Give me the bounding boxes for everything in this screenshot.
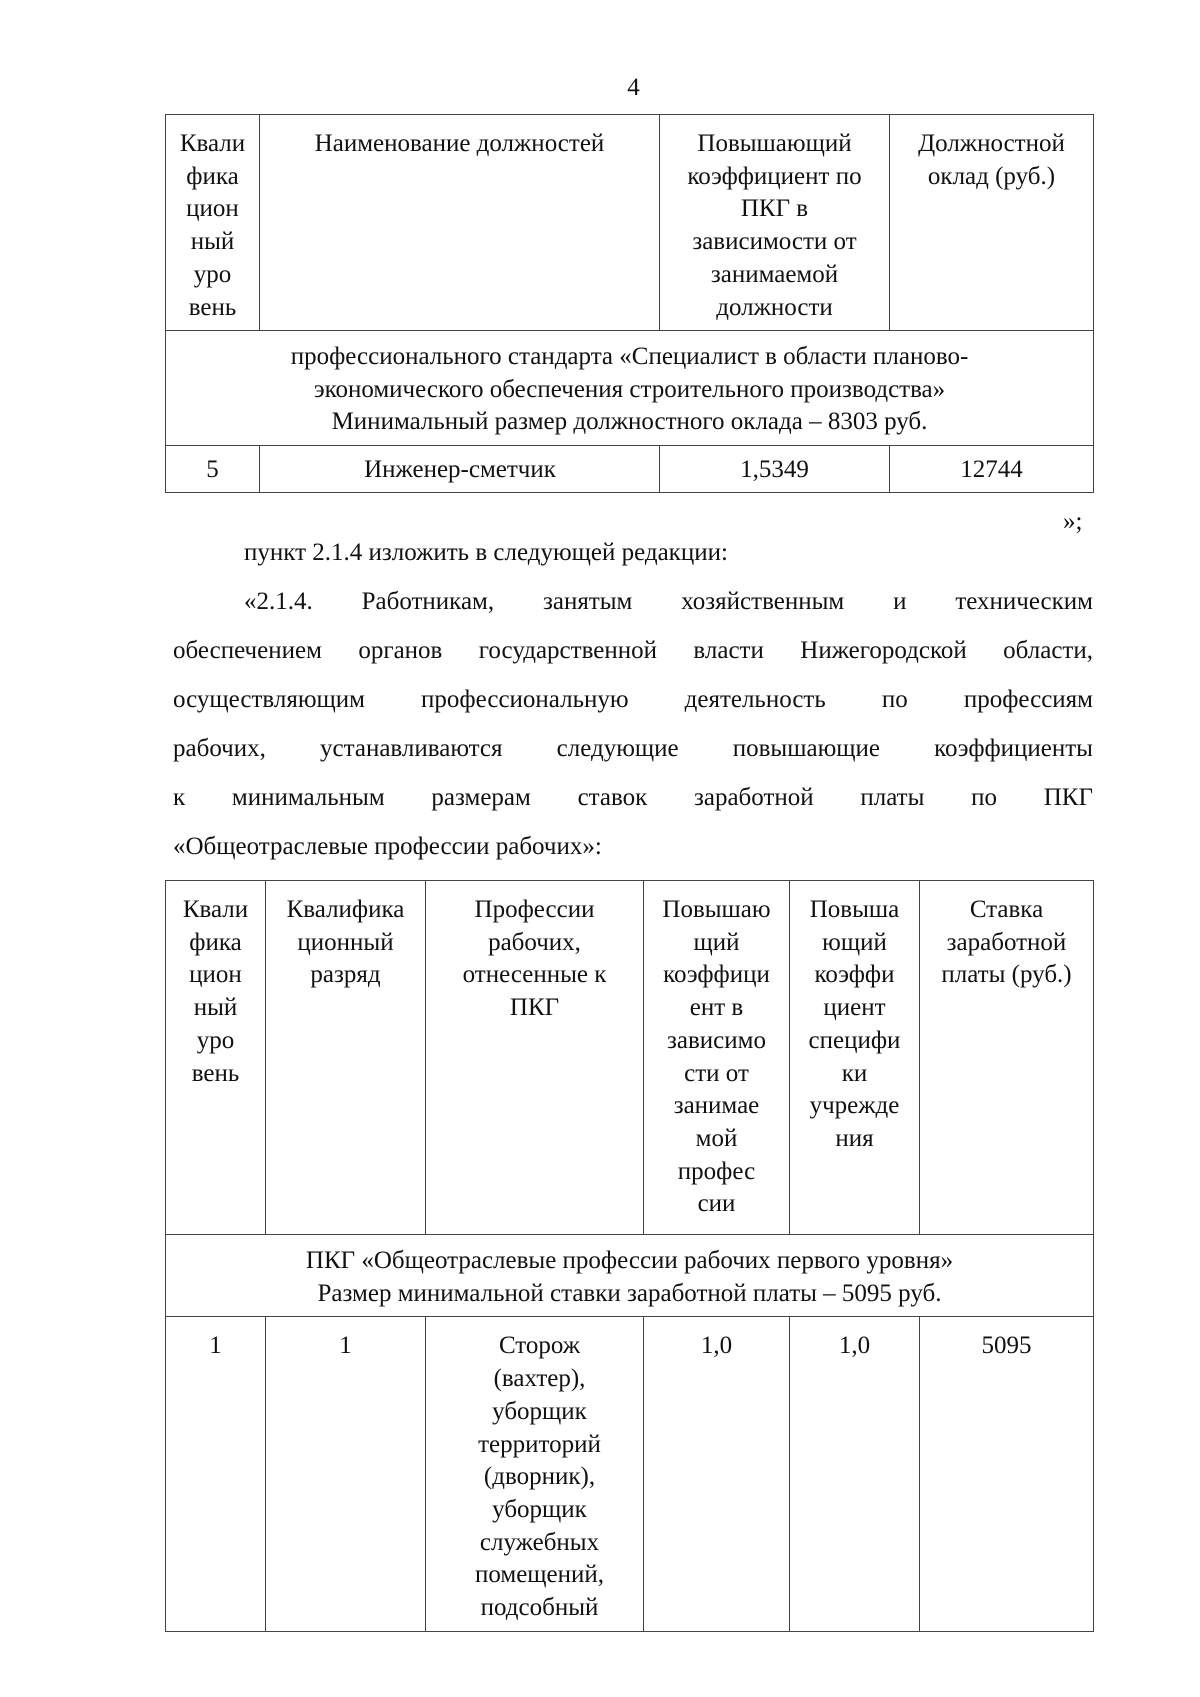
cell-level: 5 [166,446,260,493]
cell-level: 1 [166,1317,266,1632]
section-description: ПКГ «Общеотраслевые профессии рабочих первого уровня» Размер минимальной ставки заработной платы – 5095 руб. [166,1235,1094,1317]
header-professions: Профессии рабочих, отнесенные к ПКГ [426,881,644,1235]
section-row [166,1235,1094,1317]
header-qualification-level: Квали фика цион ный уро вень [166,881,266,1235]
header-salary: Должностной оклад (руб.) [890,115,1094,331]
table-row [166,446,1094,493]
cell-coef-specific: 1,0 [790,1317,920,1632]
paragraph-line-5: к минимальным размерам ставок заработной платы по ПКГ [173,784,1093,811]
cell-salary: 12744 [890,446,1094,493]
paragraph-line-2: обеспечением органов государственной власти Нижегородской области, [173,637,1093,664]
section-row [166,331,1094,446]
paragraph-line-4: рабочих, устанавливаются следующие повышающие коэффициенты [173,735,1093,762]
header-coefficient: Повышающий коэффициент по ПКГ в зависимости от занимаемой должности [660,115,890,331]
header-position-name: Наименование должностей [260,115,660,331]
header-rate: Ставка заработной платы (руб.) [920,881,1094,1235]
paragraph-intro: пункт 2.1.4 изложить в следующей редакции: [244,539,728,566]
table-header-row [166,115,1094,331]
positions-table [165,114,1094,493]
paragraph-line-1: «2.1.4. Работникам, занятым хозяйственным и техническим [244,588,1093,615]
cell-position: Инженер-сметчик [260,446,660,493]
cell-coefficient: 1,5349 [660,446,890,493]
paragraph-last-line: «Общеотраслевые профессии рабочих»: [173,833,602,860]
paragraph-line-3: осуществляющим профессиональную деятельность по профессиям [173,686,1093,713]
table-row [166,1317,1094,1632]
worker-professions-table [165,880,1094,1632]
cell-professions: Сторож (вахтер), уборщик территорий (дворник), уборщик служебных помещений, подсобный [426,1317,644,1632]
header-qualification-level: Квали фика цион ный уро вень [166,115,260,331]
cell-rate: 5095 [920,1317,1094,1632]
page-number: 4 [627,74,640,101]
header-qualification-grade: Квалифика ционный разряд [266,881,426,1235]
table-header-row [166,881,1094,1235]
header-coef-position: Повышаю щий коэффици ент в зависимо сти от занимае мой профес сии [644,881,790,1235]
closing-quote: »; [1063,508,1083,535]
header-coef-specific: Повыша ющий коэффи циент специфи ки учрежде ния [790,881,920,1235]
cell-grade: 1 [266,1317,426,1632]
section-description: профессионального стандарта «Специалист в области планово- экономического обеспечения строительного производства» Минимальный размер должностного оклада – 8303 руб. [166,331,1094,446]
cell-coef-position: 1,0 [644,1317,790,1632]
